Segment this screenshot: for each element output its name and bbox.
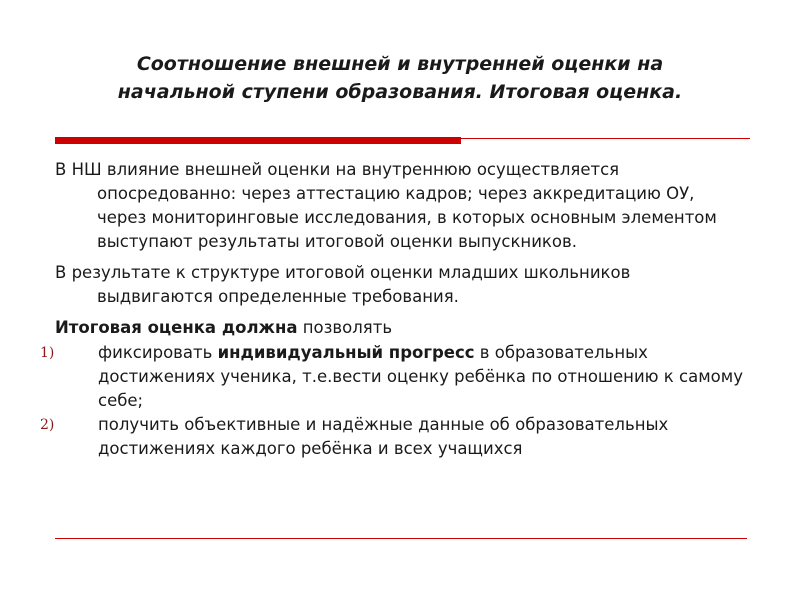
list-number-1: 1)	[40, 345, 55, 361]
footer-divider	[55, 538, 747, 539]
list-number-2: 2)	[40, 417, 55, 433]
title-divider-thin	[461, 138, 750, 139]
list-item-1-text-before: фиксировать	[98, 343, 218, 362]
slide-title-line-2: начальной ступени образования. Итоговая оценка.	[117, 81, 683, 103]
list-item-2	[40, 413, 745, 461]
slide-body	[40, 158, 745, 461]
slide-title-line-1: Соотношение внешней и внутренней оценки на	[136, 53, 664, 75]
slide-title	[60, 50, 740, 106]
title-divider-thick	[55, 137, 461, 144]
final-assessment-rest: позволять	[297, 318, 393, 337]
paragraph-requirements: В результате к структуре итоговой оценки младших школьников выдвигаются определенные требования.	[55, 263, 631, 306]
paragraph-external-influence: В НШ влияние внешней оценки на внутреннюю осуществляется опосредованно: через аттестацию кадров; через аккредитацию ОУ, через мониторинговые исследования, в которых основным элементом выступают результаты итоговой оценки выпускников.	[55, 160, 717, 251]
final-assessment-bold: Итоговая оценка должна	[55, 318, 298, 337]
list-item-1-bold: индивидуальный прогресс	[217, 343, 475, 362]
list-item-1	[40, 341, 745, 413]
paragraph-final-assessment	[55, 316, 745, 340]
list-item-1-text-after: в образовательных достижениях ученика, т.е.вести оценку ребёнка по отношению к самому себе;	[98, 343, 743, 410]
list-item-2-text: получить объективные и надёжные данные об образовательных достижениях каждого ребёнка и всех учащихся	[98, 415, 669, 458]
